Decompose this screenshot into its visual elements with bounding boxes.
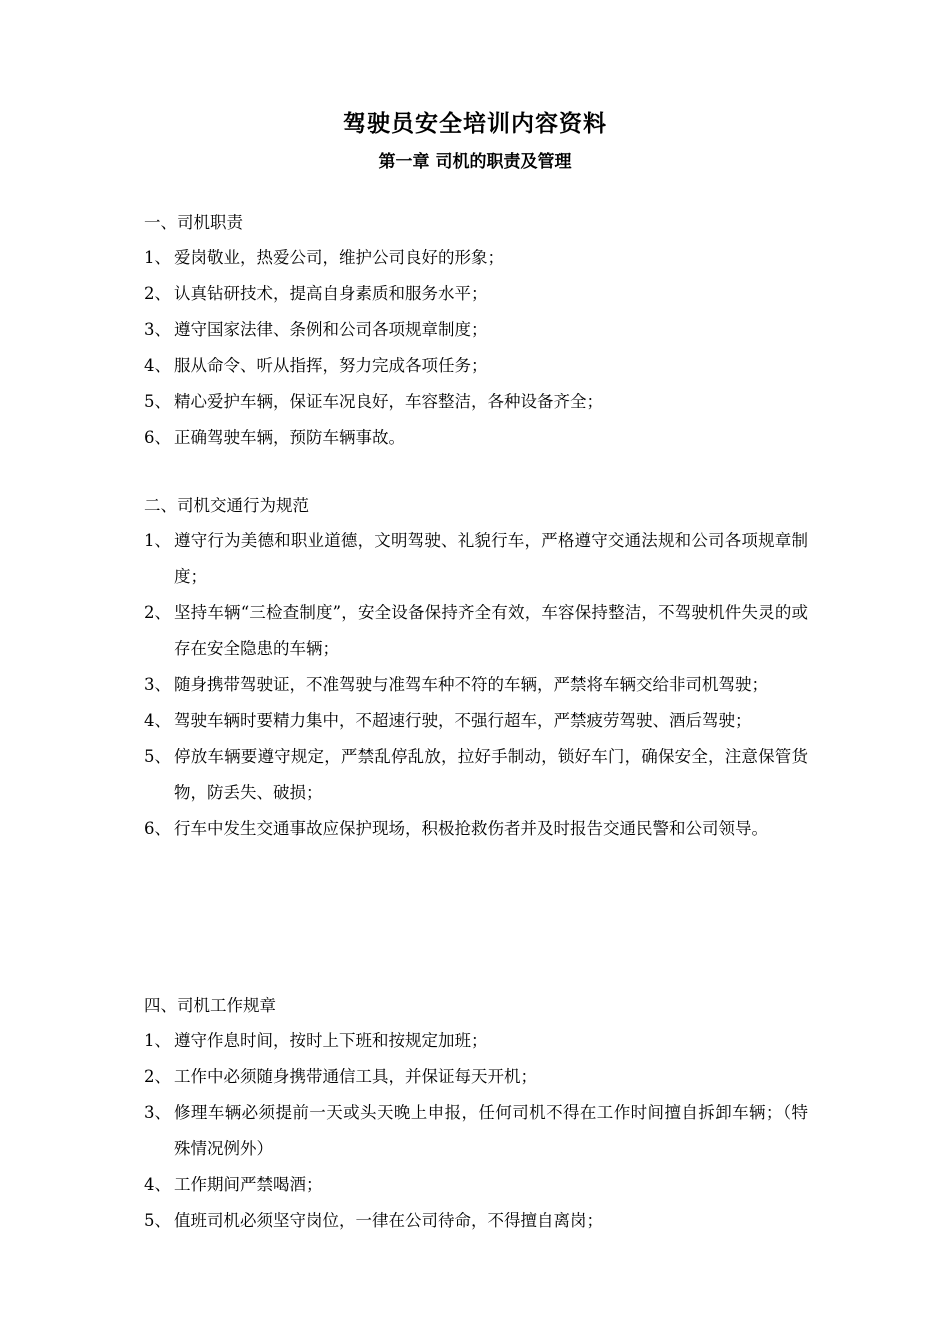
item-number: 6、 [144, 819, 171, 838]
list-item [144, 523, 808, 595]
section-heading: 一、司机职责 [144, 213, 243, 232]
item-number: 3、 [144, 1103, 171, 1122]
item-number: 3、 [144, 320, 171, 339]
list-item [144, 420, 808, 456]
item-number: 3、 [144, 675, 171, 694]
item-text: 驾驶车辆时要精力集中，不超速行驶，不强行超车，严禁疲劳驾驶、酒后驾驶； [174, 711, 752, 730]
item-text: 值班司机必须坚守岗位，一律在公司待命，不得擅自离岗； [174, 1211, 603, 1230]
list-item [144, 1167, 808, 1203]
item-text: 坚持车辆“三检查制度”，安全设备保持齐全有效，车容保持整洁，不驾驶机件失灵的或存在安全隐患的车辆； [174, 603, 808, 658]
item-text: 行车中发生交通事故应保护现场，积极抢救伤者并及时报告交通民警和公司领导。 [174, 819, 768, 838]
list-item [144, 312, 808, 348]
item-number: 5、 [144, 1211, 171, 1230]
item-number: 6、 [144, 428, 171, 447]
item-number: 2、 [144, 603, 171, 622]
list-item [144, 1023, 808, 1059]
item-text: 工作中必须随身携带通信工具，并保证每天开机； [174, 1067, 537, 1086]
item-text: 工作期间严禁喝酒； [174, 1175, 323, 1194]
item-number: 4、 [144, 1175, 171, 1194]
list-item [144, 595, 808, 667]
item-text: 认真钻研技术，提高自身素质和服务水平； [174, 284, 488, 303]
item-number: 5、 [144, 392, 171, 411]
item-text: 遵守国家法律、条例和公司各项规章制度； [174, 320, 488, 339]
item-text: 遵守行为美德和职业道德，文明驾驶、礼貌行车，严格遵守交通法规和公司各项规章制度； [174, 531, 808, 586]
item-text: 精心爱护车辆，保证车况良好，车容整洁，各种设备齐全； [174, 392, 603, 411]
item-text: 服从命令、听从指挥，努力完成各项任务； [174, 356, 488, 375]
list-item [144, 739, 808, 811]
item-number: 2、 [144, 284, 171, 303]
item-number: 5、 [144, 747, 171, 766]
list-item [144, 240, 808, 276]
chapter-title: 第一章 司机的职责及管理 [378, 152, 572, 172]
list-item [144, 384, 808, 420]
list-item [144, 703, 808, 739]
item-number: 4、 [144, 356, 171, 375]
section-driver-duties [144, 205, 808, 456]
section-heading: 二、司机交通行为规范 [144, 496, 309, 515]
list-item [144, 348, 808, 384]
item-number: 4、 [144, 711, 171, 730]
item-text: 遵守作息时间，按时上下班和按规定加班； [174, 1031, 488, 1050]
item-number: 1、 [144, 248, 171, 267]
document-title: 驾驶员安全培训内容资料 [343, 110, 607, 137]
section-work-rules [144, 988, 808, 1239]
list-item [144, 1059, 808, 1095]
item-text: 停放车辆要遵守规定，严禁乱停乱放，拉好手制动，锁好车门，确保安全，注意保管货物，防丢失、破损； [174, 747, 808, 802]
list-item [144, 811, 808, 847]
item-number: 1、 [144, 531, 171, 550]
section-heading: 四、司机工作规章 [144, 996, 276, 1015]
item-text: 随身携带驾驶证，不准驾驶与准驾车种不符的车辆，严禁将车辆交给非司机驾驶； [174, 675, 768, 694]
list-item [144, 1095, 808, 1167]
item-text: 修理车辆必须提前一天或头天晚上申报，任何司机不得在工作时间擅自拆卸车辆；（特殊情况例外） [174, 1103, 808, 1158]
list-item [144, 667, 808, 703]
item-number: 1、 [144, 1031, 171, 1050]
item-text: 正确驾驶车辆，预防车辆事故。 [174, 428, 405, 447]
list-item [144, 1203, 808, 1239]
section-traffic-conduct [144, 488, 808, 847]
item-text: 爱岗敬业，热爱公司，维护公司良好的形象； [174, 248, 504, 267]
list-item [144, 276, 808, 312]
item-number: 2、 [144, 1067, 171, 1086]
